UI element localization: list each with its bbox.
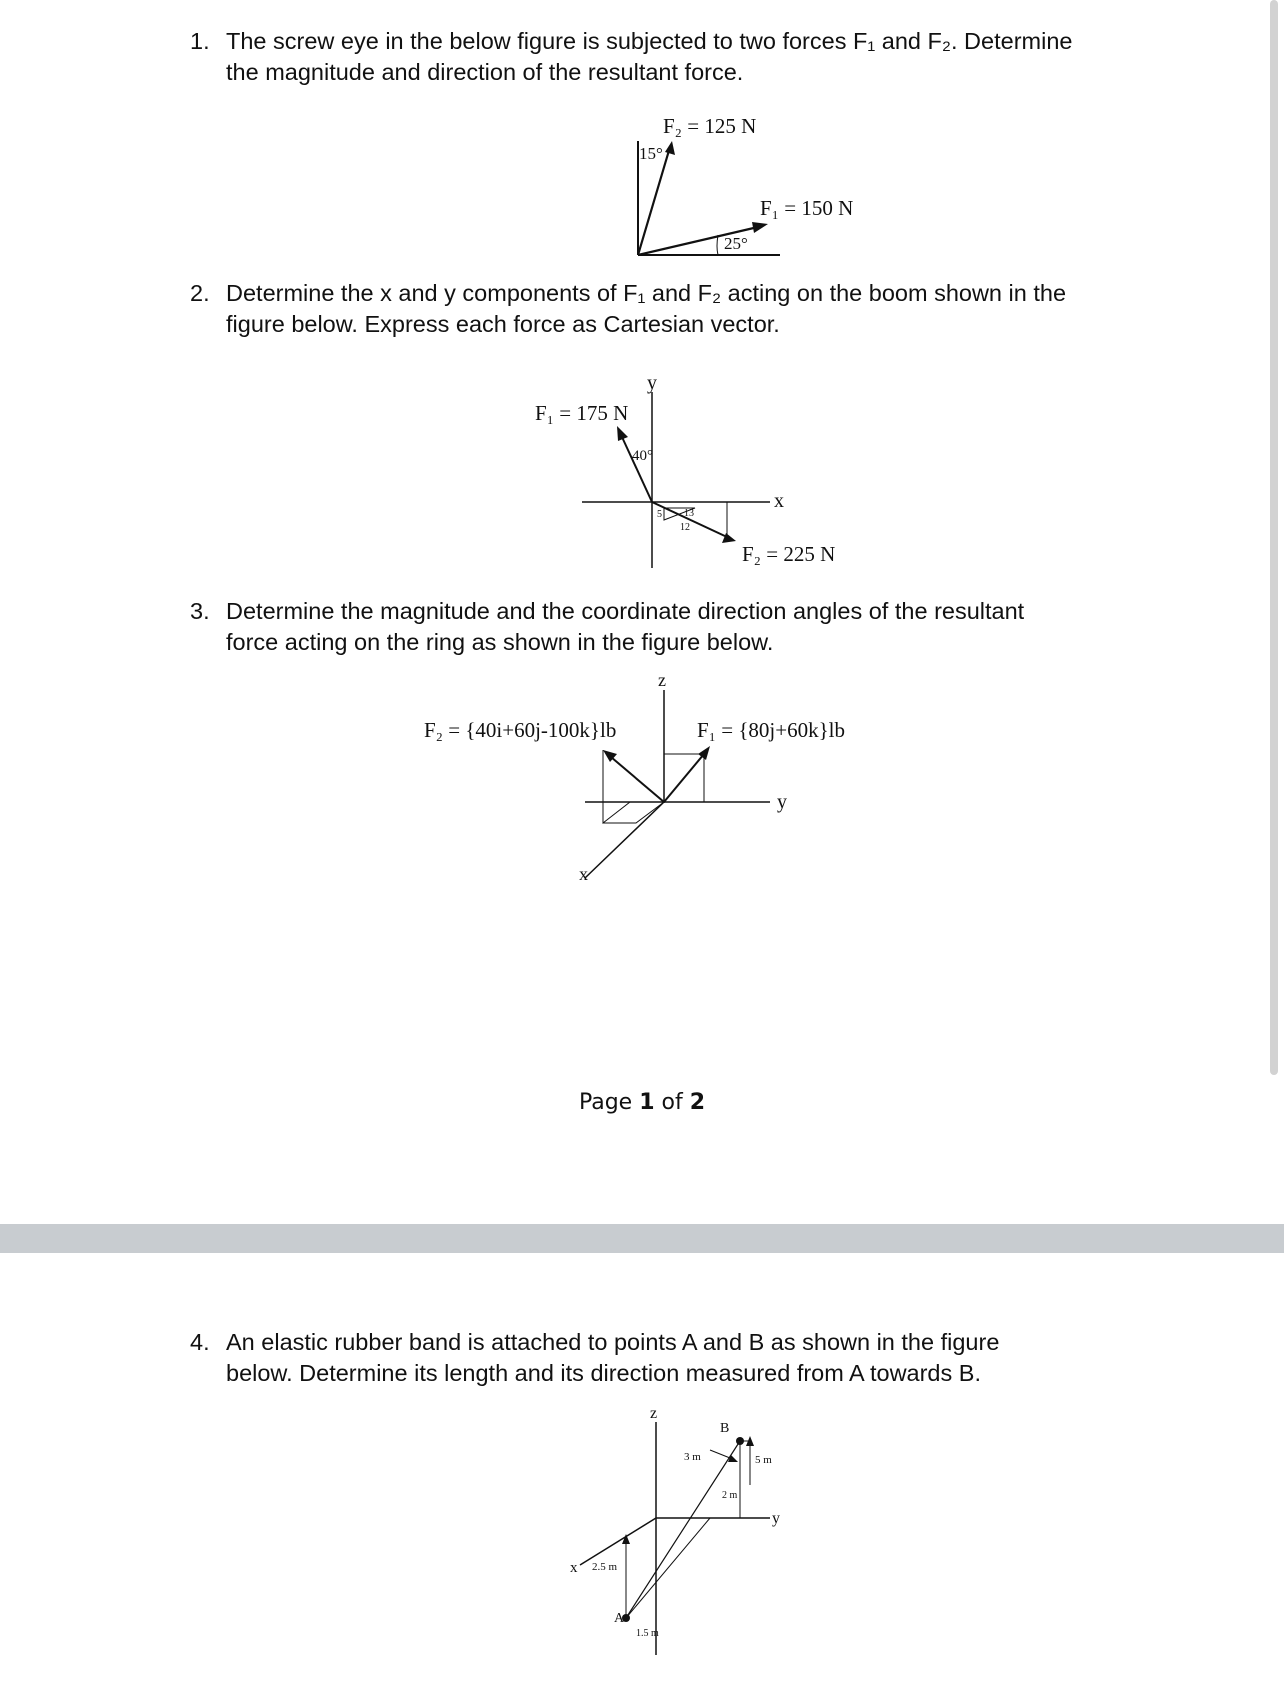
f1-arrowhead [617,426,628,441]
question-text-line: the magnitude and direction of the resultant force. [226,59,744,85]
question-text-line: force acting on the ring as shown in the figure below. [226,629,774,655]
point-a-label: A [614,1611,625,1626]
x-axis-label: x [579,864,588,884]
triangle-5-label: 5 [657,509,662,520]
current-page: 1 [639,1090,655,1115]
triangle-13-label: 13 [684,508,694,519]
question-text-line: An elastic rubber band is attached to points A and B as shown in the figure [226,1329,1000,1355]
f2-label: F₂ = 225 N [742,542,836,566]
y-axis-label: y [772,1510,780,1527]
point-b-label: B [720,1421,730,1436]
question-number: 2. [190,280,210,306]
figure-1-screw-eye [620,105,880,265]
z-axis-label: z [658,670,666,690]
dimension-1-5m: 1.5 m [636,1628,659,1639]
y-axis-label: y [647,372,657,394]
f1-label: F₁ = {80j+60k}lb [697,718,846,742]
f2-arrowhead [722,533,736,543]
question-text-line: Determine the magnitude and the coordinate direction angles of the resultant [226,598,1025,624]
question-text-line: below. Determine its length and its direction measured from A towards B. [226,1360,981,1386]
triangle-12-label: 12 [680,522,690,533]
x-axis [585,802,664,878]
f1-vector-line [622,437,652,502]
question-number: 3. [190,598,210,624]
page-middle: of [654,1090,690,1115]
dimension-3m: 3 m [684,1451,701,1463]
angle-40-label: 40° [632,448,653,464]
page-separator [0,1224,1284,1253]
figure-2-boom [520,370,860,580]
f2-label: F₂ = {40i+60j-100k}lb [424,718,617,742]
f1-vector-line [664,754,704,802]
figure-3-ring [420,668,880,898]
f2-vector-line [611,757,664,802]
rubber-band [626,1441,740,1618]
f1-label: F₁ = 150 N [760,196,854,220]
f2-arrowhead [665,141,675,155]
total-pages: 2 [689,1090,706,1115]
x-axis [580,1518,656,1565]
point-b-marker [736,1437,744,1445]
f2-vector-line [638,147,670,255]
question-text-line: figure below. Express each force as Cartesian vector. [226,311,780,337]
question-text-line: Determine the x and y components of F₁ and F₂ acting on the boom shown in the [226,280,1067,306]
f2-label: F₂ = 125 N [663,114,757,138]
f1-arrowhead [752,222,768,233]
dimension-5m: 5 m [755,1454,772,1466]
angle-25-label: 25° [724,234,748,253]
angle-15-label: 15° [639,144,663,163]
question-number: 1. [190,28,210,54]
dimension-2-5m: 2.5 m [592,1561,618,1573]
dimension-2m: 2 m [722,1490,738,1501]
figure-4-rubber-band [560,1400,820,1660]
question-text-line: The screw eye in the below figure is subjected to two forces F₁ and F₂. Determine [226,28,1073,54]
question-number: 4. [190,1329,210,1355]
angle-25-arc [717,235,718,255]
z-axis-label: z [650,1405,658,1422]
f1-label: F₁ = 175 N [535,401,629,425]
x-axis-label: x [570,1560,578,1576]
scrollbar[interactable] [1270,0,1278,1075]
x-axis-label: x [774,490,784,512]
page-indicator [0,1090,1284,1115]
y-axis-label: y [777,791,787,813]
page-prefix: Page [578,1090,640,1115]
